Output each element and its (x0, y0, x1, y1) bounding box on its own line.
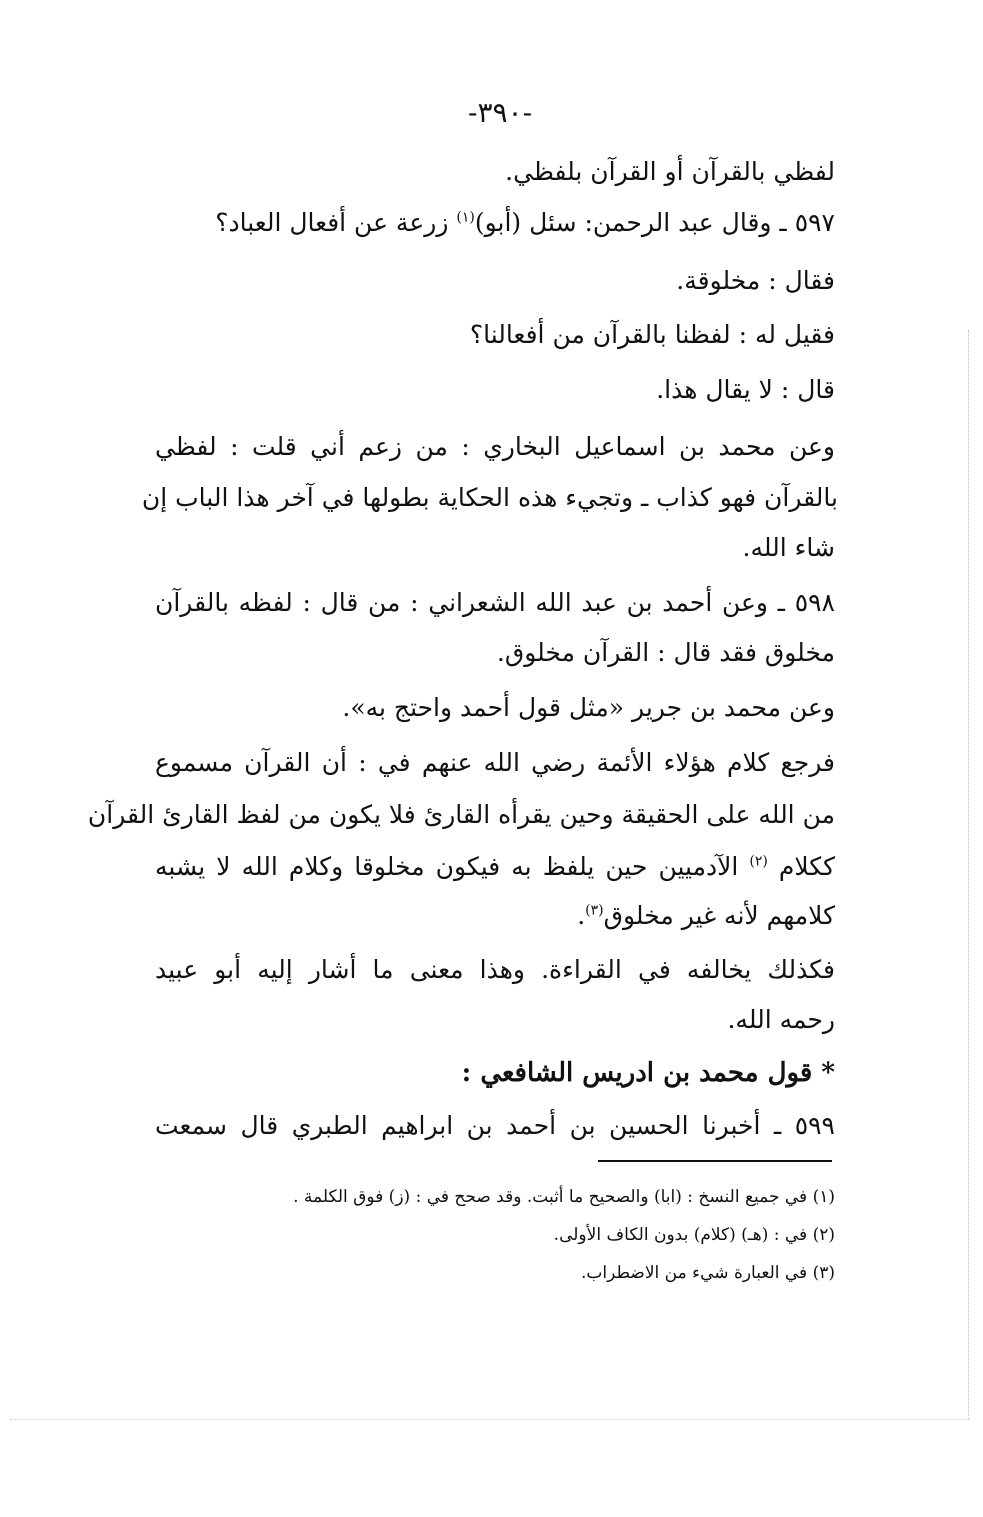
text-line: من الله على الحقيقة وحين يقرأه القارئ فلا يكون من لفظ القارئ القرآن (87, 800, 835, 829)
text-line: وعن محمد بن جرير «مثل قول أحمد واحتج به». (342, 693, 835, 722)
footnote-separator (598, 1160, 832, 1162)
page-number: -٣٩٠- (467, 96, 533, 129)
scan-edge-horizontal (10, 1419, 968, 1420)
text-line (155, 203, 835, 243)
footnote: (٢) في : (هـ) (كلام) بدون الكاف الأولى. (553, 1225, 835, 1245)
footnote-ref: (٢) (749, 853, 768, 870)
text-line: وعن محمد بن اسماعيل البخاري : من زعم أني قلت : لفظي (155, 432, 835, 461)
footnote-ref: (٣) (585, 902, 604, 919)
text-line (155, 896, 835, 936)
section-heading: * قول محمد بن ادريس الشافعي : (461, 1058, 835, 1088)
footnote: (٣) في العبارة شيء من الاضطراب. (580, 1263, 835, 1283)
text-line: رحمه الله. (727, 1005, 835, 1034)
text-segment: ككلام (778, 852, 835, 881)
footnote-ref: (١) (456, 209, 475, 226)
text-line: فقال : مخلوقة. (676, 266, 835, 295)
text-line: ٥٩٨ ـ وعن أحمد بن عبد الله الشعراني : من قال : لفظه بالقرآن (155, 588, 835, 617)
text-line: مخلوق فقد قال : القرآن مخلوق. (496, 638, 835, 667)
text-line: فرجع كلام هؤلاء الأئمة رضي الله عنهم في : أن القرآن مسموع (155, 748, 835, 777)
footnote: (١) في جميع النسخ : (ابا) والصحيح ما أثبت. وقد صحح في : (ز) فوق الكلمة . (293, 1187, 835, 1207)
text-line: فقيل له : لفظنا بالقرآن من أفعالنا؟ (469, 320, 835, 349)
text-line: بالقرآن فهو كذاب ـ وتجيء هذه الحكاية بطولها في آخر هذا الباب إن (141, 483, 838, 512)
text-segment: . (577, 901, 586, 930)
text-line: فكذلك يخالفه في القراءة. وهذا معنى ما أشار إليه أبو عبيد (155, 955, 835, 984)
text-segment: زرعة عن أفعال العباد؟ (215, 208, 449, 237)
text-segment: الآدميين حين يلفظ به فيكون مخلوقا وكلام الله لا يشبه (155, 852, 739, 881)
text-line: قال : لا يقال هذا. (656, 375, 835, 404)
text-line (155, 847, 835, 887)
text-line: شاء الله. (742, 533, 835, 562)
text-line: ٥٩٩ ـ أخبرنا الحسين بن أحمد بن ابراهيم الطبري قال سمعت (155, 1111, 835, 1140)
scan-edge-vertical (968, 330, 969, 1420)
text-segment: ٥٩٧ ـ وقال عبد الرحمن: سئل (أبو) (474, 208, 835, 237)
text-segment: كلامهم لأنه غير مخلوق (603, 901, 835, 930)
text-line: لفظي بالقرآن أو القرآن بلفظي. (505, 157, 835, 186)
